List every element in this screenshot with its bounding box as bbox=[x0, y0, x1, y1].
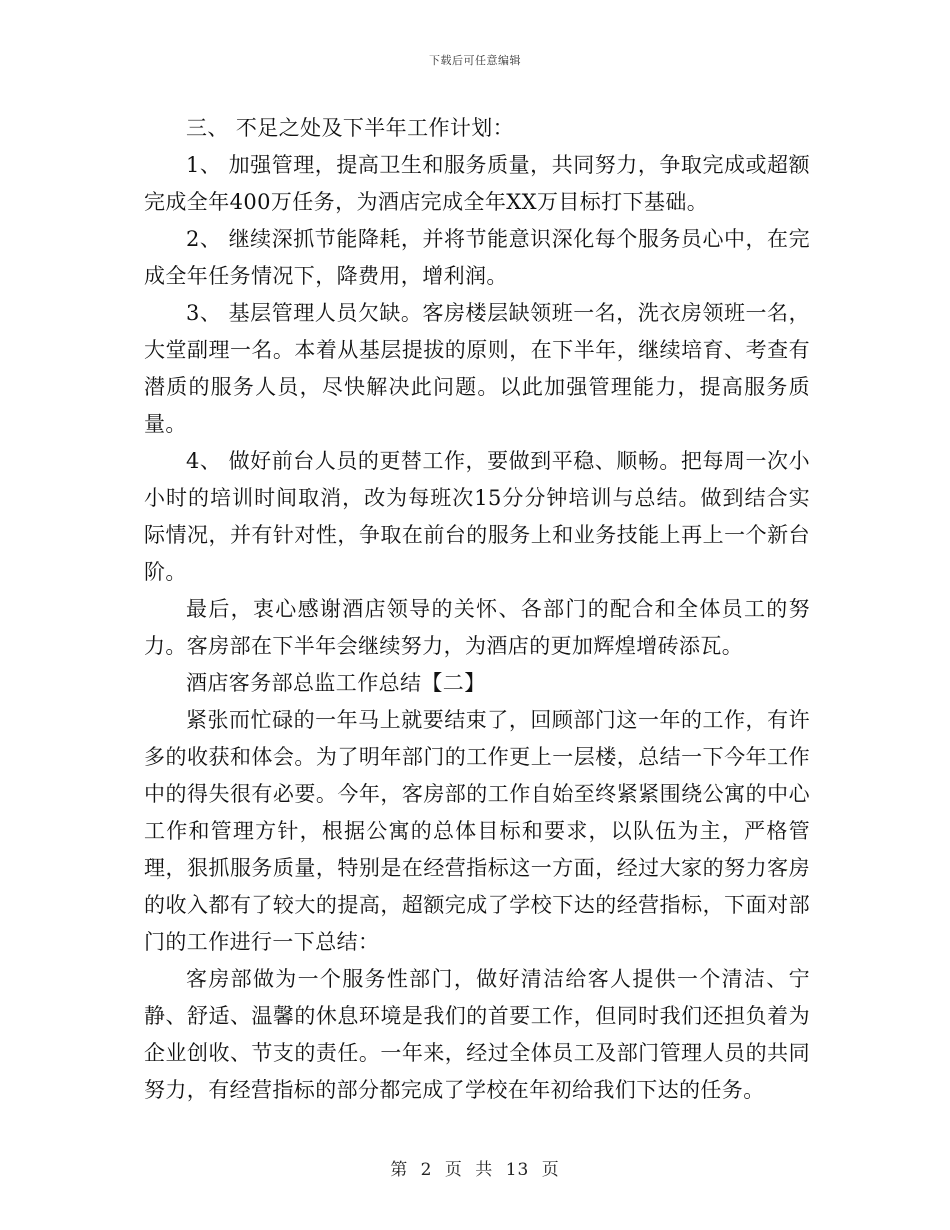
plan-item-2: 2、 继续深抓节能降耗，并将节能意识深化每个服务员心中，在完成全年任务情况下，降费用，增利润。 bbox=[144, 227, 810, 288]
summary-intro-paragraph: 紧张而忙碌的一年马上就要结束了，回顾部门这一年的工作，有许多的收获和体会。为了明年部门的工作更上一层楼，总结一下今年工作中的得失很有必要。今年，客房部的工作自始至终紧紧围绕公寓的中心工作和管理方针，根据公寓的总体目标和要求，以队伍为主，严格管理，狠抓服务质量，特别是在经营指标这一方面，经过大家的努力客房的收入都有了较大的提高，超额完成了学校下达的经营指标，下面对部门的工作进行一下总结： bbox=[144, 708, 810, 954]
plan-item-1: 1、 加强管理，提高卫生和服务质量，共同努力，争取完成或超额完成全年400万任务，为酒店完成全年XX万目标打下基础。 bbox=[144, 153, 810, 214]
closing-paragraph: 最后，衷心感谢酒店领导的关怀、各部门的配合和全体员工的努力。客房部在下半年会继续努力，为酒店的更加辉煌增砖添瓦。 bbox=[144, 597, 810, 658]
plan-item-4: 4、 做好前台人员的更替工作，要做到平稳、顺畅。把每周一次小小时的培训时间取消，改为每班次15分分钟培训与总结。做到结合实际情况，并有针对性，争取在前台的服务上和业务技能上再上一个新台阶。 bbox=[144, 449, 810, 584]
plan-item-3: 3、 基层管理人员欠缺。客房楼层缺领班一名，洗衣房领班一名，大堂副理一名。本着从基层提拔的原则，在下半年，继续培育、考查有潜质的服务人员，尽快解决此问题。以此加强管理能力，提高服务质量。 bbox=[144, 301, 810, 436]
section-heading-shortcomings: 三、 不足之处及下半年工作计划： bbox=[186, 116, 515, 140]
summary-body-paragraph: 客房部做为一个服务性部门，做好清洁给客人提供一个清洁、宁静、舒适、温馨的休息环境是我们的首要工作，但同时我们还担负着为企业创收、节支的责任。一年来，经过全体员工及部门管理人员的共同努力，有经营指标的部分都完成了学校在年初给我们下达的任务。 bbox=[144, 967, 810, 1102]
section-heading-summary-two: 酒店客务部总监工作总结【二】 bbox=[186, 671, 486, 695]
document-body bbox=[144, 110, 810, 1109]
page-footer: 第 2 页 共 13 页 bbox=[390, 1160, 560, 1180]
page-header: 下载后可任意编辑 bbox=[429, 54, 521, 67]
